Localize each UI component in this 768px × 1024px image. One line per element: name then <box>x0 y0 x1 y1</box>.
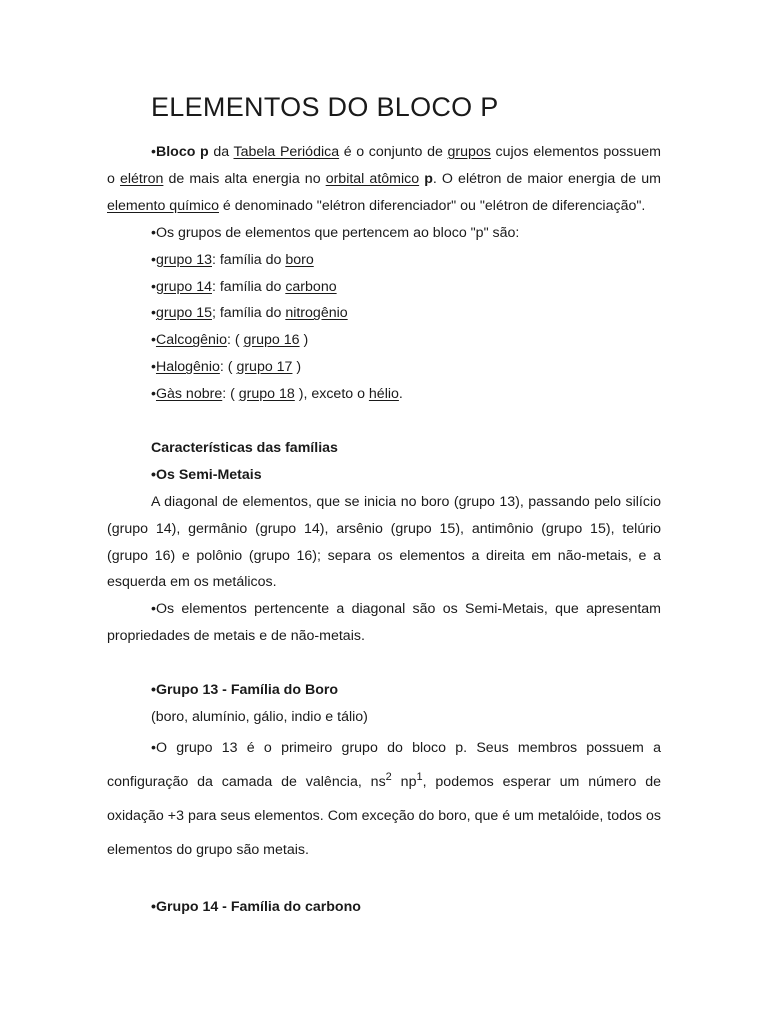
list-item-grupo-13: •grupo 13: família do boro <box>151 251 314 268</box>
text: cujos elementos possuem o <box>107 144 661 187</box>
link-grupo-17[interactable]: grupo 17 <box>236 359 293 376</box>
text: da <box>208 144 234 160</box>
text: é denominado "elétron diferenciador" ou "elétron de diferenciação". <box>218 197 646 214</box>
document-body <box>107 139 661 921</box>
spacer <box>107 650 661 677</box>
text: np <box>391 773 417 790</box>
link-grupo-16[interactable]: grupo 16 <box>243 332 300 349</box>
page-title: ELEMENTOS DO BLOCO P <box>151 92 499 122</box>
list-item-grupo-14: •grupo 14: família do carbono <box>151 278 337 295</box>
bold-p: p <box>424 170 433 187</box>
section-heading-grupo-14 <box>107 894 661 921</box>
text: : ( <box>222 386 239 403</box>
semimetais-paragraph-1: A diagonal de elementos, que se inicia no boro (grupo 13), passando pelo silício (grupo 14), germânio (grupo 14), arsênio (grupo 15), antimônio (grupo 15), telúrio (grupo 16) e polônio (grupo 16); separa os elementos a direita em não-metais, e a esquerda em os metálicos. <box>107 493 661 591</box>
superscript-1: 1 <box>416 770 423 783</box>
text: , podemos esperar um número de oxidação +3 para seus elementos. Com exceção do boro, que é um metalóide, todos os elementos do grupo são metais. <box>107 773 662 858</box>
link-gas-nobre[interactable]: Gàs nobre <box>155 386 223 403</box>
text: •O grupo 13 é o primeiro grupo do bloco p. Seus membros possuem a configuração da camada de valência, ns <box>107 739 661 790</box>
grupo-13-paragraph <box>107 731 661 867</box>
link-grupo-13[interactable]: grupo 13 <box>155 251 212 268</box>
bullet: • <box>151 144 156 160</box>
list-item-grupo-15: •grupo 15; família do nitrogênio <box>151 305 348 322</box>
text: é o conjunto de <box>339 144 448 160</box>
heading-text: •Grupo 14 - Família do carbono <box>151 898 361 915</box>
groups-intro: •Os grupos de elementos que pertencem ao bloco "p" são: <box>151 224 520 241</box>
term-bloco-p: Bloco p <box>155 144 209 160</box>
link-boro[interactable]: boro <box>285 251 314 268</box>
intro-paragraph <box>107 139 661 220</box>
link-grupo-18[interactable]: grupo 18 <box>238 386 295 403</box>
text: ) <box>299 332 309 349</box>
section-heading-caracteristicas <box>107 435 661 462</box>
heading-text: Características das famílias <box>151 439 338 456</box>
text: . <box>398 386 403 403</box>
link-eletron[interactable]: elétron <box>120 170 164 187</box>
text: ; família do <box>211 305 286 322</box>
link-grupo-15[interactable]: grupo 15 <box>155 305 212 322</box>
text: : ( <box>226 332 244 349</box>
grupo-13-element-list: (boro, alumínio, gálio, indio e tálio) <box>151 709 368 725</box>
text: : família do <box>211 278 286 295</box>
link-orbital-atomico[interactable]: orbital atômico <box>325 170 420 187</box>
text: : ( <box>219 359 237 376</box>
text: . O elétron de maior energia de um <box>432 170 661 187</box>
text: ), exceto o <box>294 386 369 403</box>
superscript-2: 2 <box>385 770 392 783</box>
list-item-calcogenio: •Calcogênio: ( grupo 16 ) <box>151 332 309 349</box>
section-heading-grupo-13 <box>107 677 661 704</box>
link-halogenio[interactable]: Halogênio <box>155 359 220 376</box>
list-item-gas-nobre: •Gàs nobre: ( grupo 18 ), exceto o hélio. <box>151 386 403 403</box>
link-grupo-14[interactable]: grupo 14 <box>155 278 212 295</box>
text: de mais alta energia no <box>163 170 326 187</box>
link-elemento-quimico[interactable]: elemento químico <box>107 197 219 214</box>
link-tabela-periodica[interactable]: Tabela Periódica <box>233 144 340 160</box>
link-carbono[interactable]: carbono <box>285 278 337 295</box>
text: : família do <box>211 251 286 268</box>
heading-text: •Grupo 13 - Família do Boro <box>151 682 339 699</box>
semimetais-paragraph-2: •Os elementos pertencente a diagonal são os Semi-Metais, que apresentam propriedades de metais e de não-metais. <box>107 601 661 645</box>
list-item-halogenio: •Halogênio: ( grupo 17 ) <box>151 359 302 376</box>
link-helio[interactable]: hélio <box>368 386 399 403</box>
spacer <box>107 408 661 435</box>
spacer <box>107 867 661 894</box>
text: ) <box>292 359 302 376</box>
link-grupos[interactable]: grupos <box>447 144 491 160</box>
link-nitrogenio[interactable]: nitrogênio <box>285 305 348 322</box>
link-calcogenio[interactable]: Calcogênio <box>155 332 227 349</box>
section-heading-semimetais <box>107 462 661 489</box>
heading-text: •Os Semi-Metais <box>151 466 262 483</box>
